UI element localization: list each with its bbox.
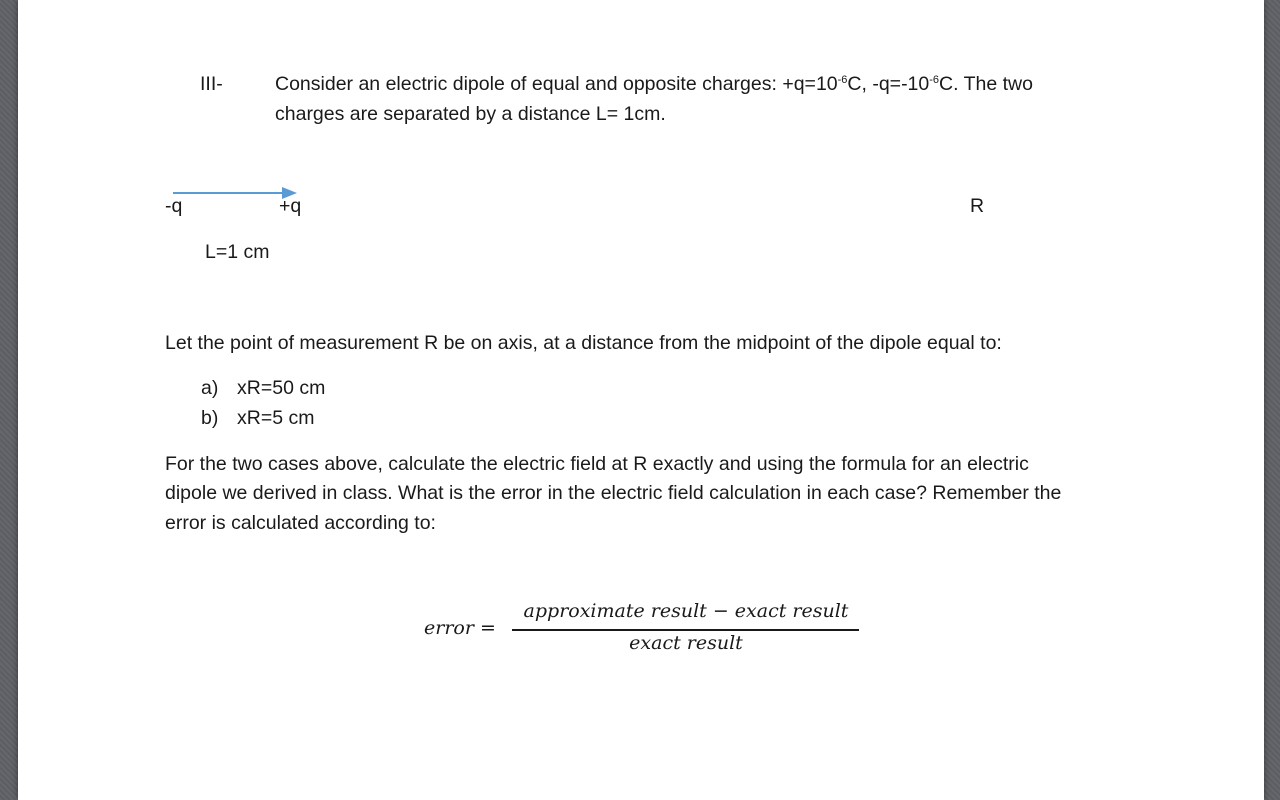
case-b-marker: b) [201,407,219,429]
measurement-intro: Let the point of measurement R be on axis, at a distance from the midpoint of the dipole equal to: [165,332,1002,354]
problem-number: III- [200,73,223,95]
fraction-bar [512,629,859,631]
case-a-marker: a) [201,377,219,399]
exponent-2: -6 [929,74,940,86]
exponent-1: -6 [837,74,848,86]
separation-label: L=1 cm [205,241,270,263]
left-background-edge [0,0,18,800]
formula-lhs: error = [424,617,496,639]
statement-text-a: Consider an electric dipole of equal and opposite charges: +q=10 [275,73,838,95]
positive-charge-label: +q [279,195,302,217]
instructions-line-2: dipole we derived in class. What is the error in the electric field calculation in each case? Remember the [165,482,1062,504]
negative-charge-label: -q [165,195,183,217]
formula-denominator: exact result [629,632,743,654]
instructions-line-1: For the two cases above, calculate the electric field at R exactly and using the formula for an electric [165,453,1029,475]
document-page [18,0,1264,800]
right-background-edge [1264,0,1280,800]
instructions-line-3: error is calculated according to: [165,512,436,534]
statement-text-c: C. The two [939,73,1033,95]
statement-text-b: C, -q=-10 [847,73,930,95]
problem-statement-line-2: charges are separated by a distance L= 1cm. [275,103,666,125]
formula-numerator: approximate result − exact result [523,600,849,622]
point-r-label: R [970,195,985,217]
case-a-text: xR=50 cm [237,377,326,399]
case-b-text: xR=5 cm [237,407,315,429]
problem-statement-line-1 [275,69,1033,99]
